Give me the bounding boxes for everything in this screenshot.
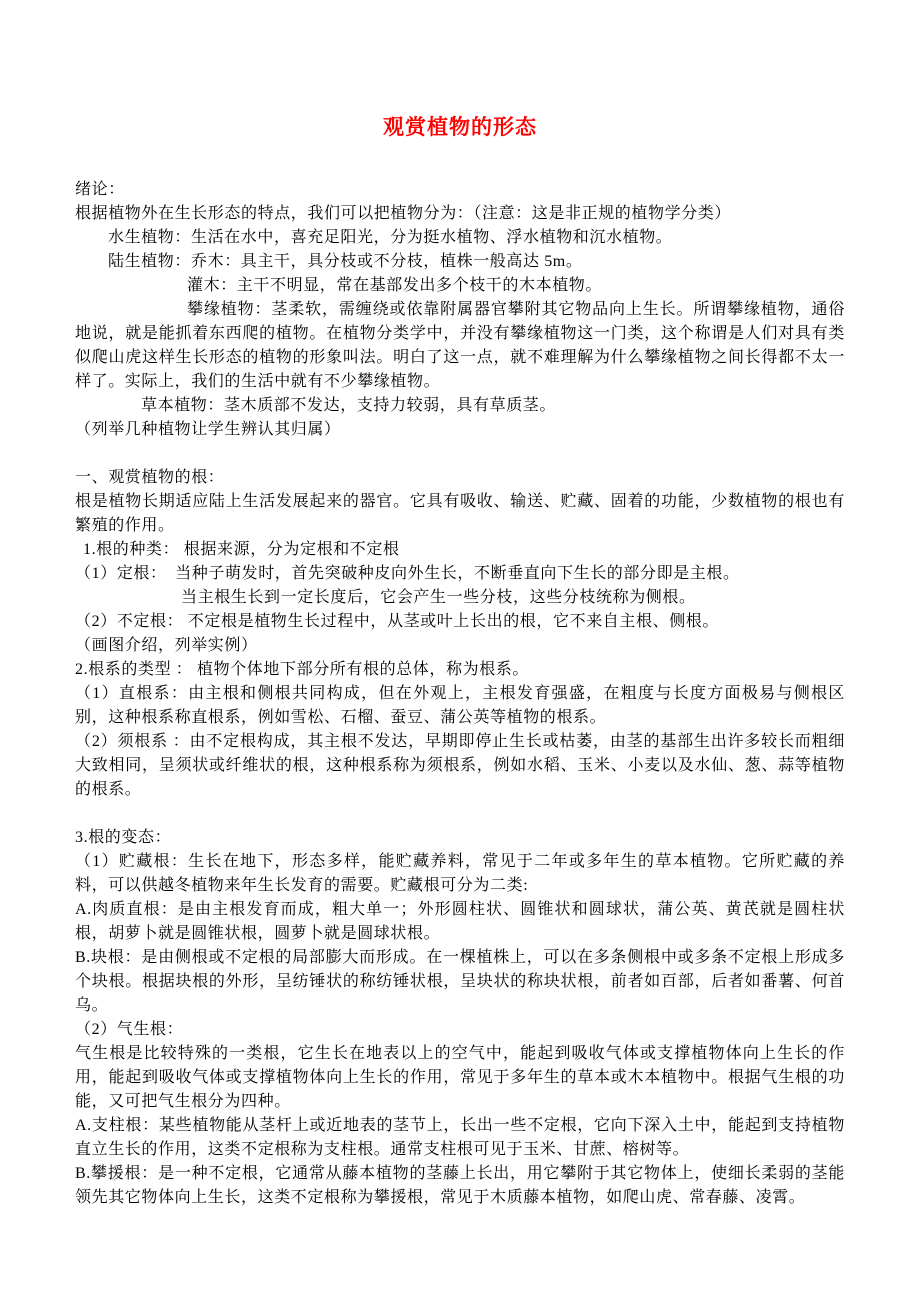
- blank-line: [75, 442, 845, 466]
- paragraph: （1）直根系：由主根和侧根共同构成，但在外观上，主根发育强盛，在粗度与长度方面极易与侧根区别，这种根系称直根系，例如雪松、石榴、蚕豆、蒲公英等植物的根系。: [75, 685, 845, 726]
- paragraph: （画图介绍，列举实例）: [75, 637, 258, 654]
- paragraph: 3.根的变态：: [75, 829, 172, 846]
- paragraph: 根是植物长期适应陆上生活发展起来的器官。它具有吸收、输送、贮藏、固着的功能，少数植物的根也有繁殖的作用。: [75, 493, 845, 534]
- paragraph: B.攀援根：是一种不定根，它通常从藤本植物的茎藤上长出，用它攀附于其它物体上，使细长柔弱的茎能领先其它物体向上生长，这类不定根称为攀援根，常见于木质藤本植物，如爬山虎、常春藤、凌霄。: [75, 1165, 845, 1206]
- paragraph: 一、观赏植物的根：: [75, 469, 225, 486]
- paragraph: 1.根的种类： 根据来源，分为定根和不定根: [83, 541, 400, 558]
- paragraph: 草本植物：茎木质部不发达，支持力较弱，具有草质茎。: [141, 397, 557, 414]
- paragraph: 绪论：: [75, 181, 125, 198]
- paragraph: （1）贮藏根：生长在地下，形态多样，能贮藏养料，常见于二年或多年生的草本植物。它所贮藏的养料，可以供越冬植物来年生长发育的需要。贮藏根可分为二类:: [75, 853, 845, 894]
- paragraph: 水生植物：生活在水中，喜充足阳光，分为挺水植物、浮水植物和沉水植物。: [108, 229, 673, 246]
- paragraph: 气生根是比较特殊的一类根，它生长在地表以上的空气中，能起到吸收气体或支撑植物体向上生长的作用，能起到吸收气体或支撑植物体向上生长的作用，常见于多年生的草本或木本植物中。根据气生根的功能，又可把气生根分为四种。: [75, 1045, 845, 1110]
- paragraph: （2）气生根：: [75, 1021, 184, 1038]
- paragraph: 2.根系的类型 ： 植物个体地下部分所有根的总体，称为根系。: [75, 661, 530, 678]
- paragraph: （2）须根系 ：由不定根构成，其主根不发达，早期即停止生长或枯萎，由茎的基部生出许多较长而粗细大致相同，呈须状或纤维状的根，这种根系称为须根系，例如水稻、玉米、小麦以及水仙、葱、蒜等植物的根系。: [75, 733, 845, 798]
- paragraph: 陆生植物：乔木：具主干，具分枝或不分枝，植株一般高达 5m。: [108, 253, 583, 270]
- paragraph: （列举几种植物让学生辨认其归属）: [75, 421, 341, 438]
- paragraph: A.支柱根：某些植物能从茎杆上或近地表的茎节上，长出一些不定根，它向下深入土中，能起到支持植物直立生长的作用，这类不定根称为支柱根。通常支柱根可见于玉米、甘蔗、榕树等。: [75, 1117, 845, 1158]
- paragraph: 根据植物外在生长形态的特点，我们可以把植物分为：（注意：这是非正规的植物学分类）: [75, 205, 732, 222]
- paragraph: A.肉质直根：是由主根发育而成，粗大单一；外形圆柱状、圆锥状和圆球状，蒲公英、黄芪就是圆柱状根，胡萝卜就是圆锥状根，圆萝卜就是圆球状根。: [75, 901, 845, 942]
- paragraph: B.块根：是由侧根或不定根的局部膨大而形成。在一棵植株上，可以在多条侧根中或多条不定根上形成多个块根。根据块根的外形，呈纺锤状的称纺锤状根，呈块状的称块状根，前者如百部，后者如番薯、何首乌。: [75, 949, 845, 1014]
- paragraph: 攀缘植物：茎柔软，需缠绕或依靠附属器官攀附其它物品向上生长。所谓攀缘植物，通俗地说，就是能抓着东西爬的植物。在植物分类学中，并没有攀缘植物这一门类，这个称谓是人们对具有类似爬山虎这样生长形态的植物的形象叫法。明白了这一点，就不难理解为什么攀缘植物之间长得都不太一样了。实际上，我们的生活中就有不少攀缘植物。: [75, 301, 845, 390]
- paragraph: 灌木：主干不明显，常在基部发出多个枝干的木本植物。: [187, 277, 603, 294]
- document-title: 观赏植物的形态: [383, 115, 537, 139]
- paragraph: 当主根生长到一定长度后，它会产生一些分枝，这些分枝统称为侧根。: [181, 589, 696, 606]
- blank-line: [75, 802, 845, 826]
- paragraph: （1）定根： 当种子萌发时，首先突破种皮向外生长，不断垂直向下生长的部分即是主根。: [75, 565, 740, 582]
- document-body: [75, 178, 845, 1210]
- paragraph: （2）不定根： 不定根是植物生长过程中，从茎或叶上长出的根，它不来自主根、侧根。: [75, 613, 720, 630]
